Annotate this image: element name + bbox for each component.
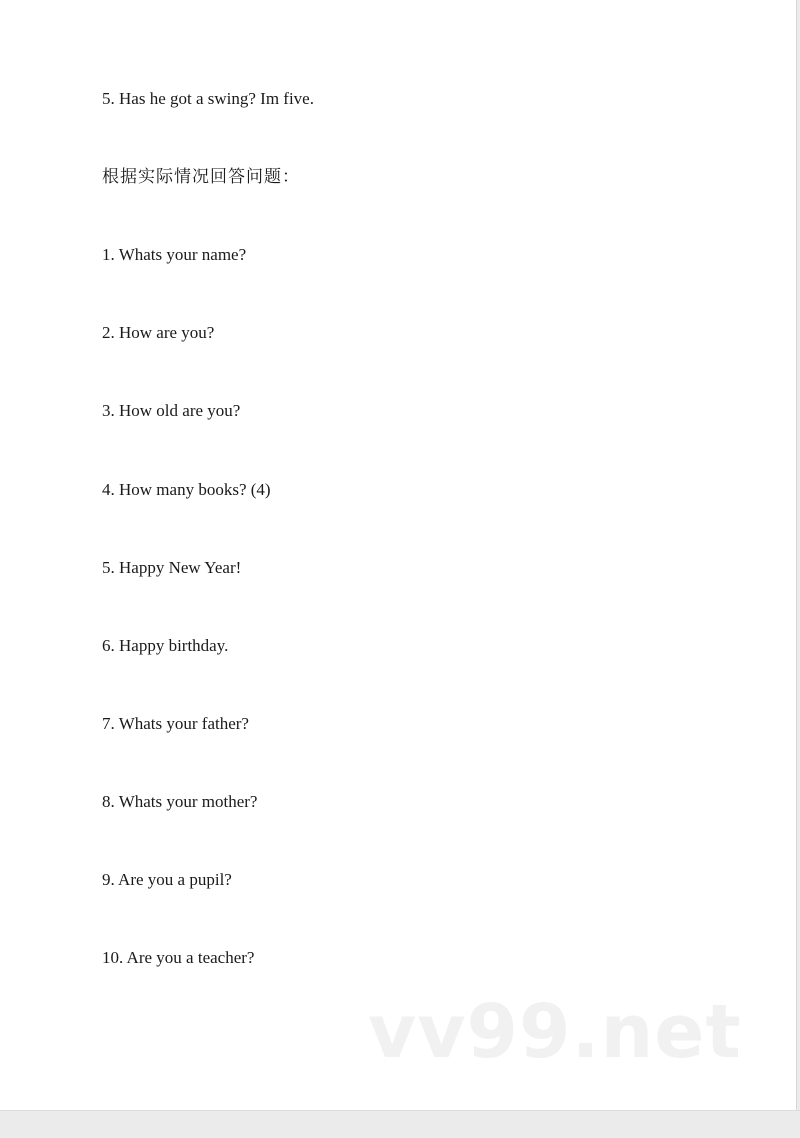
question-line: 3. How old are you? xyxy=(102,401,241,420)
question-line: 7. Whats your father? xyxy=(102,714,249,733)
page-gap-strip xyxy=(0,1110,800,1138)
question-line: 8. Whats your mother? xyxy=(102,792,258,811)
question-line: 9. Are you a pupil? xyxy=(102,870,232,889)
question-line: 5. Has he got a swing? Im five. xyxy=(102,89,314,108)
question-line: 5. Happy New Year! xyxy=(102,558,242,577)
section-heading: 根据实际情况回答问题： xyxy=(102,167,300,186)
question-line: 2. How are you? xyxy=(102,323,215,342)
question-line: 1. Whats your name? xyxy=(102,245,247,264)
question-line: 10. Are you a teacher? xyxy=(102,948,255,967)
watermark: vv99.net xyxy=(368,989,742,1075)
question-line: 4. How many books? (4) xyxy=(102,480,271,499)
question-line: 6. Happy birthday. xyxy=(102,636,229,655)
